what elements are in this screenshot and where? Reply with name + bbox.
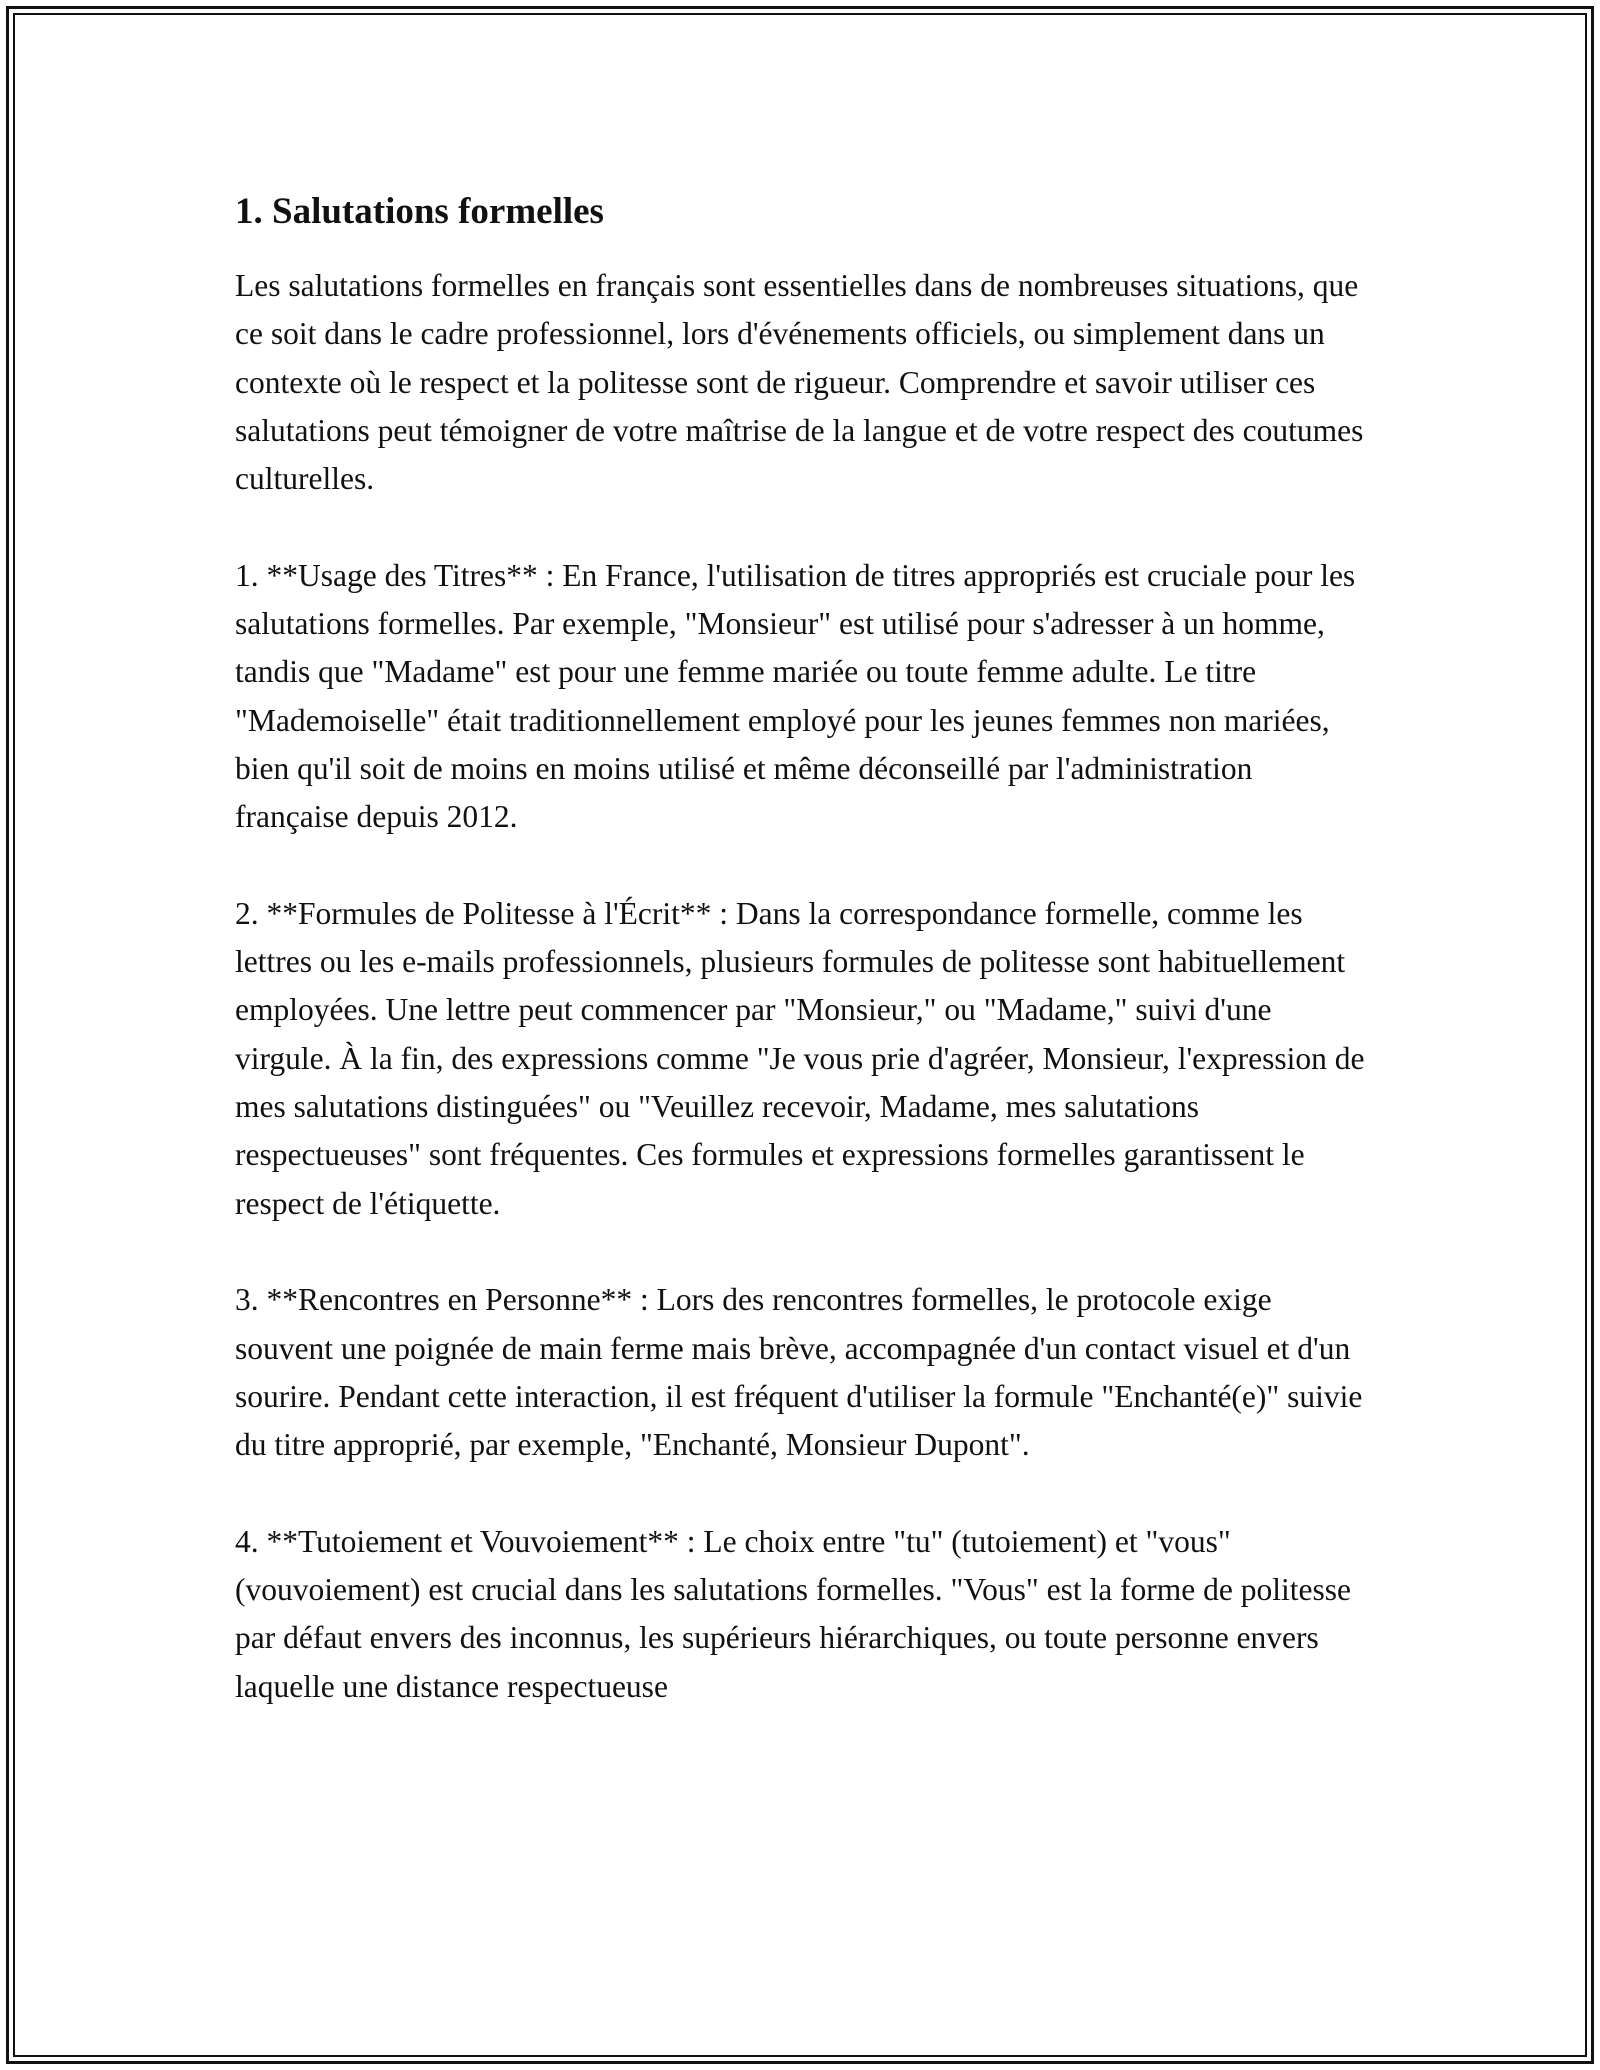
paragraph-rencontres-en-personne: 3. **Rencontres en Personne** : Lors des rencontres formelles, le protocole exige souvent une poignée de main ferme mais brève, accompagnée d'un contact visuel et d'un sourire. Pendant cette interaction, il est fréquent d'utiliser la formule "Enchanté(e)" suivie du titre approprié, par exemple, "Enchanté, Monsieur Dupont". <box>235 1282 1363 1463</box>
intro-paragraph: Les salutations formelles en français sont essentielles dans de nombreuses situations, que ce soit dans le cadre professionnel, lors d'événements officiels, ou simplement dans un contexte où le respect et la politesse sont de rigueur. Comprendre et savoir utiliser ces salutations peut témoigner de votre maîtrise de la langue et de votre respect des coutumes culturelles. <box>235 268 1364 497</box>
paragraph-usage-des-titres: 1. **Usage des Titres** : En France, l'utilisation de titres appropriés est cruciale pour les salutations formelles. Par exemple, "Monsieur" est utilisé pour s'adresser à un homme, tandis que "Madame" est pour une femme mariée ou toute femme adulte. Le titre "Mademoiselle" était traditionnellement employé pour les jeunes femmes non mariées, bien qu'il soit de moins en moins utilisé et même déconseillé par l'administration française depuis 2012. <box>235 557 1356 835</box>
paragraph-tutoiement-vouvoiement: 4. **Tutoiement et Vouvoiement** : Le choix entre "tu" (tutoiement) et "vous" (vouvoiement) est crucial dans les salutations formelles. "Vous" est la forme de politesse par défaut envers des inconnus, les supérieurs hiérarchiques, ou toute personne envers laquelle une distance respectueuse <box>235 1523 1351 1704</box>
paragraph-formules-de-politesse: 2. **Formules de Politesse à l'Écrit** : Dans la correspondance formelle, comme les lettres ou les e-mails professionnels, plusieurs formules de politesse sont habituellement employées. Une lettre peut commencer par "Monsieur," ou "Madame," suivi d'une virgule. À la fin, des expressions comme "Je vous prie d'agréer, Monsieur, l'expression de mes salutations distinguées" ou "Veuillez recevoir, Madame, mes salutations respectueuses" sont fréquentes. Ces formules et expressions formelles garantissent le respect de l'étiquette. <box>235 895 1365 1221</box>
document-body <box>235 188 1370 1759</box>
section-heading: 1. Salutations formelles <box>235 191 604 232</box>
